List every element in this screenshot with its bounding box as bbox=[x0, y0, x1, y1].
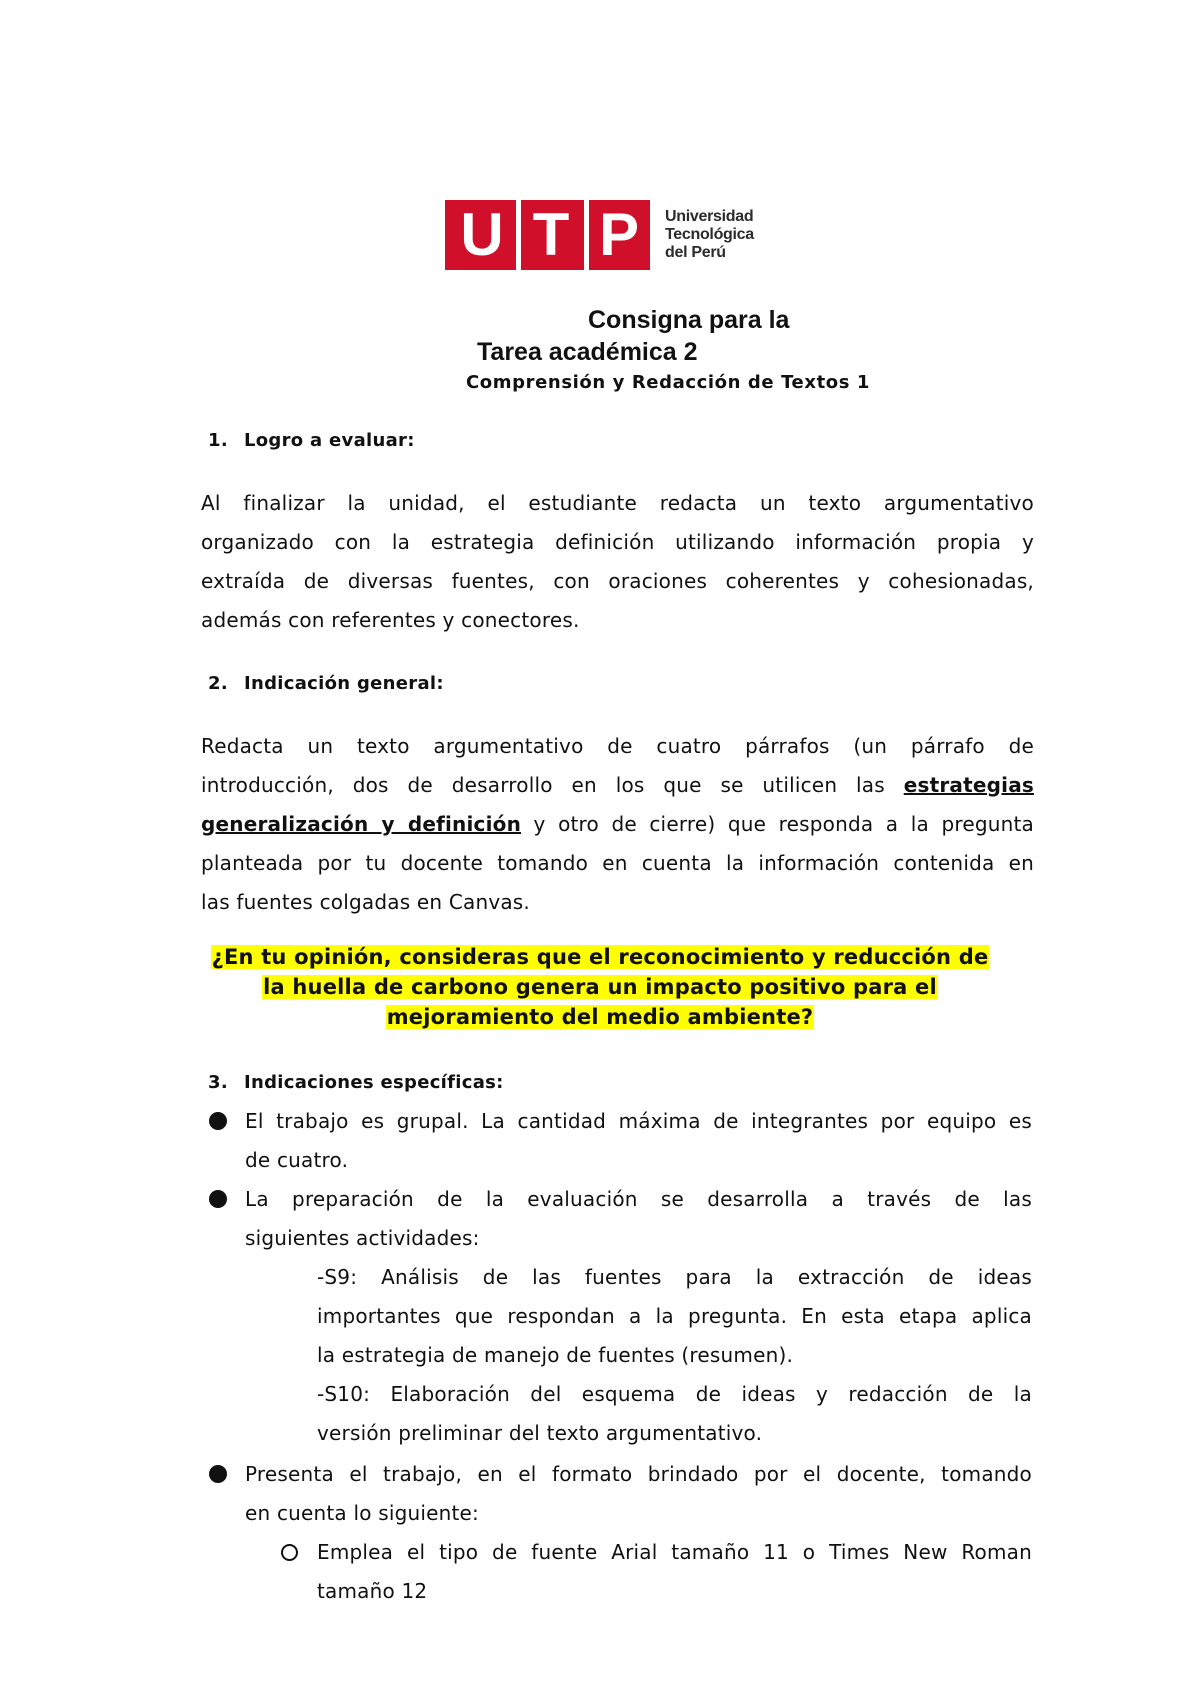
bullet-item bbox=[245, 1102, 1032, 1180]
section-2-heading bbox=[208, 673, 444, 694]
section-title: Indicaciones específicas: bbox=[244, 1072, 504, 1093]
question-text: la huella de carbono genera un impacto positivo para el bbox=[263, 975, 937, 999]
title-line-1: Consigna para la bbox=[588, 306, 790, 334]
activity-line: -S10: Elaboración del esquema de ideas y redacción de la bbox=[317, 1382, 1032, 1406]
text-run: introducción, dos de desarrollo en los que se utilicen las bbox=[201, 773, 885, 797]
logo-text-line: Tecnológica bbox=[665, 226, 754, 243]
sub-bullet-line: Emplea el tipo de fuente Arial tamaño 11 o Times New Roman bbox=[317, 1540, 1032, 1564]
paragraph-line: Redacta un texto argumentativo de cuatro párrafos (un párrafo de bbox=[201, 734, 1034, 758]
sub-bullet-line: tamaño 12 bbox=[317, 1579, 428, 1603]
paragraph-line: organizado con la estrategia definición utilizando información propia y bbox=[201, 530, 1034, 554]
utp-logo bbox=[445, 200, 765, 271]
section-number: 1. bbox=[208, 430, 228, 451]
text-run: y otro de cierre) que responda a la pregunta bbox=[521, 812, 1034, 836]
course-subtitle: Comprensión y Redacción de Textos 1 bbox=[466, 372, 871, 393]
activity-line: versión preliminar del texto argumentativo. bbox=[317, 1421, 763, 1445]
paragraph-line bbox=[201, 766, 1034, 805]
question-text: mejoramiento del medio ambiente? bbox=[386, 1005, 814, 1029]
question-text: ¿En tu opinión, consideras que el reconocimiento y reducción de bbox=[211, 945, 989, 969]
emphasis-text: estrategias bbox=[903, 773, 1034, 797]
circle-bullet-icon bbox=[281, 1544, 298, 1561]
emphasis-text: generalización y definición bbox=[201, 812, 522, 836]
activity-s9 bbox=[317, 1258, 1032, 1375]
bullet-line: de cuatro. bbox=[245, 1148, 349, 1172]
section-title: Logro a evaluar: bbox=[244, 430, 415, 451]
bullet-line: La preparación de la evaluación se desarrolla a través de las bbox=[245, 1187, 1032, 1211]
question-line bbox=[160, 942, 1040, 972]
logo-letter-p: P bbox=[598, 201, 640, 268]
bullet-item bbox=[245, 1455, 1032, 1533]
logo-text-line: del Perú bbox=[665, 244, 726, 261]
bullet-item bbox=[245, 1180, 1032, 1258]
logo-wordmark bbox=[665, 208, 775, 262]
section-1-heading bbox=[208, 430, 415, 451]
activity-line: importantes que respondan a la pregunta. En esta etapa aplica bbox=[317, 1304, 1032, 1328]
title-line-2: Tarea académica 2 bbox=[477, 338, 698, 366]
section-number: 2. bbox=[208, 673, 228, 694]
highlighted-question bbox=[160, 942, 1040, 1032]
bullet-icon bbox=[209, 1112, 227, 1130]
bullet-line: Presenta el trabajo, en el formato brindado por el docente, tomando bbox=[245, 1462, 1032, 1486]
logo-red-box bbox=[445, 200, 650, 270]
bullet-icon bbox=[209, 1190, 227, 1208]
activity-line: la estrategia de manejo de fuentes (resumen). bbox=[317, 1343, 794, 1367]
paragraph-line bbox=[201, 805, 1034, 844]
section-1-paragraph bbox=[201, 484, 1034, 640]
section-2-paragraph bbox=[201, 727, 1034, 922]
section-number: 3. bbox=[208, 1072, 228, 1093]
section-title: Indicación general: bbox=[244, 673, 444, 694]
bullet-line: en cuenta lo siguiente: bbox=[245, 1501, 479, 1525]
paragraph-line: Al finalizar la unidad, el estudiante redacta un texto argumentativo bbox=[201, 491, 1034, 515]
logo-letter-u: U bbox=[460, 201, 504, 268]
question-line bbox=[160, 1002, 1040, 1032]
paragraph-line: además con referentes y conectores. bbox=[201, 608, 580, 632]
activity-line: -S9: Análisis de las fuentes para la extracción de ideas bbox=[317, 1265, 1032, 1289]
question-line bbox=[160, 972, 1040, 1002]
logo-letter-t: T bbox=[532, 201, 570, 268]
paragraph-line: planteada por tu docente tomando en cuenta la información contenida en bbox=[201, 851, 1034, 875]
section-3-heading bbox=[208, 1072, 504, 1093]
bullet-icon bbox=[209, 1465, 227, 1483]
bullet-line: El trabajo es grupal. La cantidad máxima de integrantes por equipo es bbox=[245, 1109, 1032, 1133]
sub-bullet-item bbox=[317, 1533, 1032, 1611]
paragraph-line: extraída de diversas fuentes, con oraciones coherentes y cohesionadas, bbox=[201, 569, 1034, 593]
bullet-line: siguientes actividades: bbox=[245, 1226, 480, 1250]
logo-text-line: Universidad bbox=[665, 208, 754, 225]
activity-s10 bbox=[317, 1375, 1032, 1453]
paragraph-line: las fuentes colgadas en Canvas. bbox=[201, 890, 530, 914]
